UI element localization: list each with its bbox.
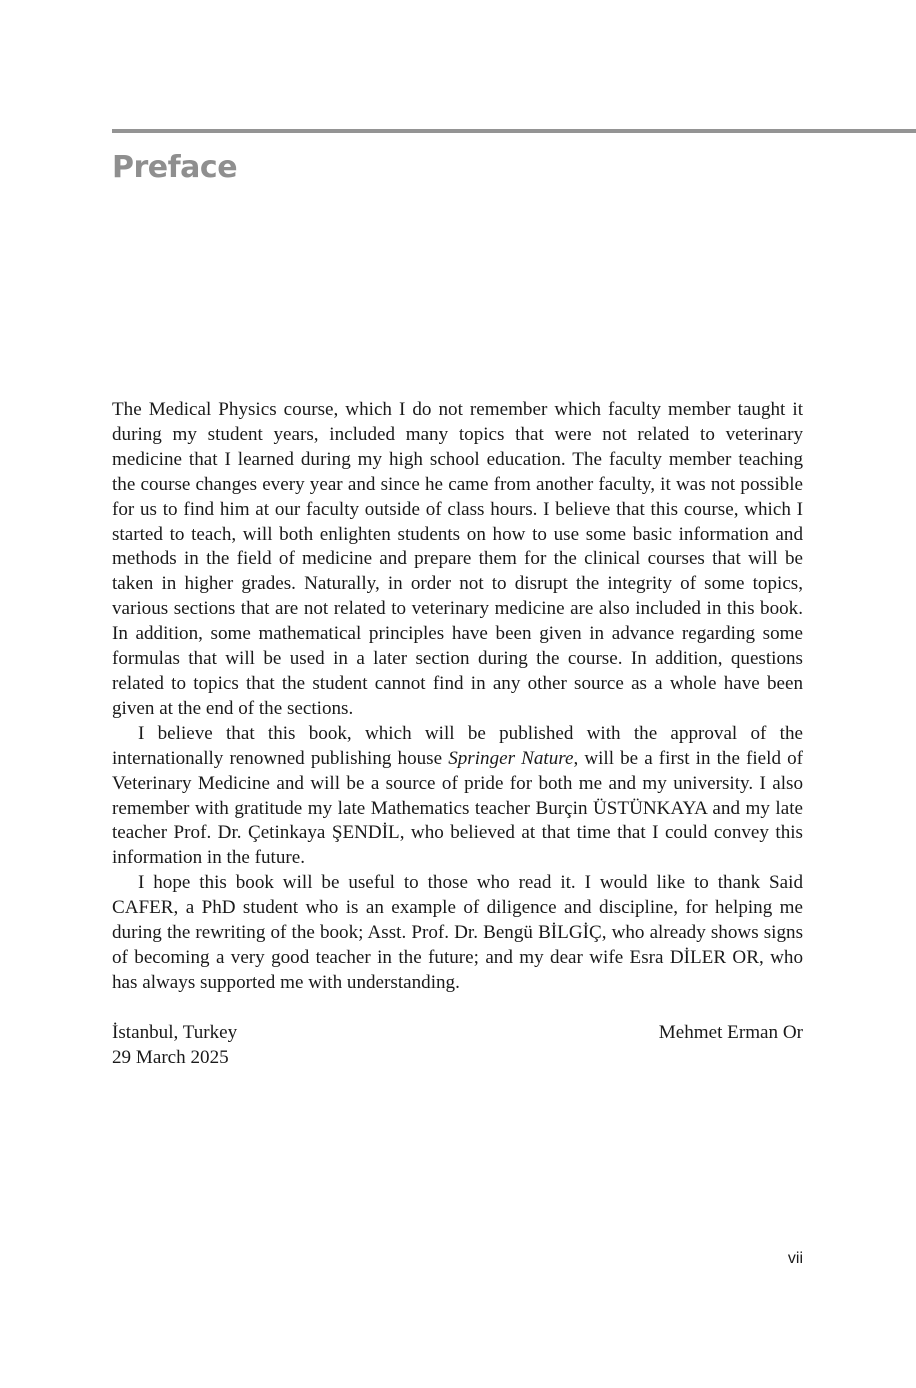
signature-date: 29 March 2025 [112, 1046, 229, 1068]
heading-rule [112, 129, 916, 133]
paragraph-2-text-start: I believe that this book, which will be published with the approval of the internationally renowned publishing house [112, 722, 803, 769]
publisher-name: Springer Nature [448, 747, 574, 769]
paragraph-2 [112, 722, 803, 871]
signature-row [112, 1021, 803, 1046]
page-number: vii [787, 1250, 803, 1267]
signature-block [112, 1021, 803, 1071]
paragraph-1: The Medical Physics course, which I do not remember which faculty member taught it during my student years, included many topics that were not related to veterinary medicine that I learned during my high school education. The faculty member teaching the course changes every year and since he came from another faculty, it was not possible for us to find him at our faculty outside of class hours. I believe that this course, which I started to teach, will both enlighten students on how to use some basic information and methods in the field of medicine and prepare them for the clinical courses that will be taken in higher grades. Naturally, in order not to disrupt the integrity of some topics, various sections that are not related to veterinary medicine are also included in this book. In addition, some mathematical principles have been given in advance regarding some formulas that will be used in a later section during the course. In addition, questions related to topics that the student cannot find in any other source as a whole have been given at the end of the sections. [112, 399, 803, 719]
paragraph-2-text-end: , will be a first in the field of Veterinary Medicine and will be a source of pride for both me and my university. I also remember with gratitude my late Mathematics teacher Burçin ÜSTÜNKAYA and my late teacher Prof. Dr. Çetinkaya ŞENDİL, who believed at that time that I could convey this information in the future. [112, 747, 804, 869]
paragraph-3: I hope this book will be useful to those who read it. I would like to thank Said CAFER, a PhD student who is an example of diligence and discipline, for helping me during the rewriting of the book; Asst. Prof. Dr. Bengü BİLGİÇ, who already shows signs of becoming a very good teacher in the future; and my dear wife Esra DİLER OR, who has always supported me with understanding. [112, 872, 803, 993]
signature-author: Mehmet Erman Or [658, 1022, 803, 1043]
page-title: Preface [112, 150, 238, 185]
signature-place: İstanbul, Turkey [112, 1022, 238, 1043]
preface-body [112, 398, 803, 996]
